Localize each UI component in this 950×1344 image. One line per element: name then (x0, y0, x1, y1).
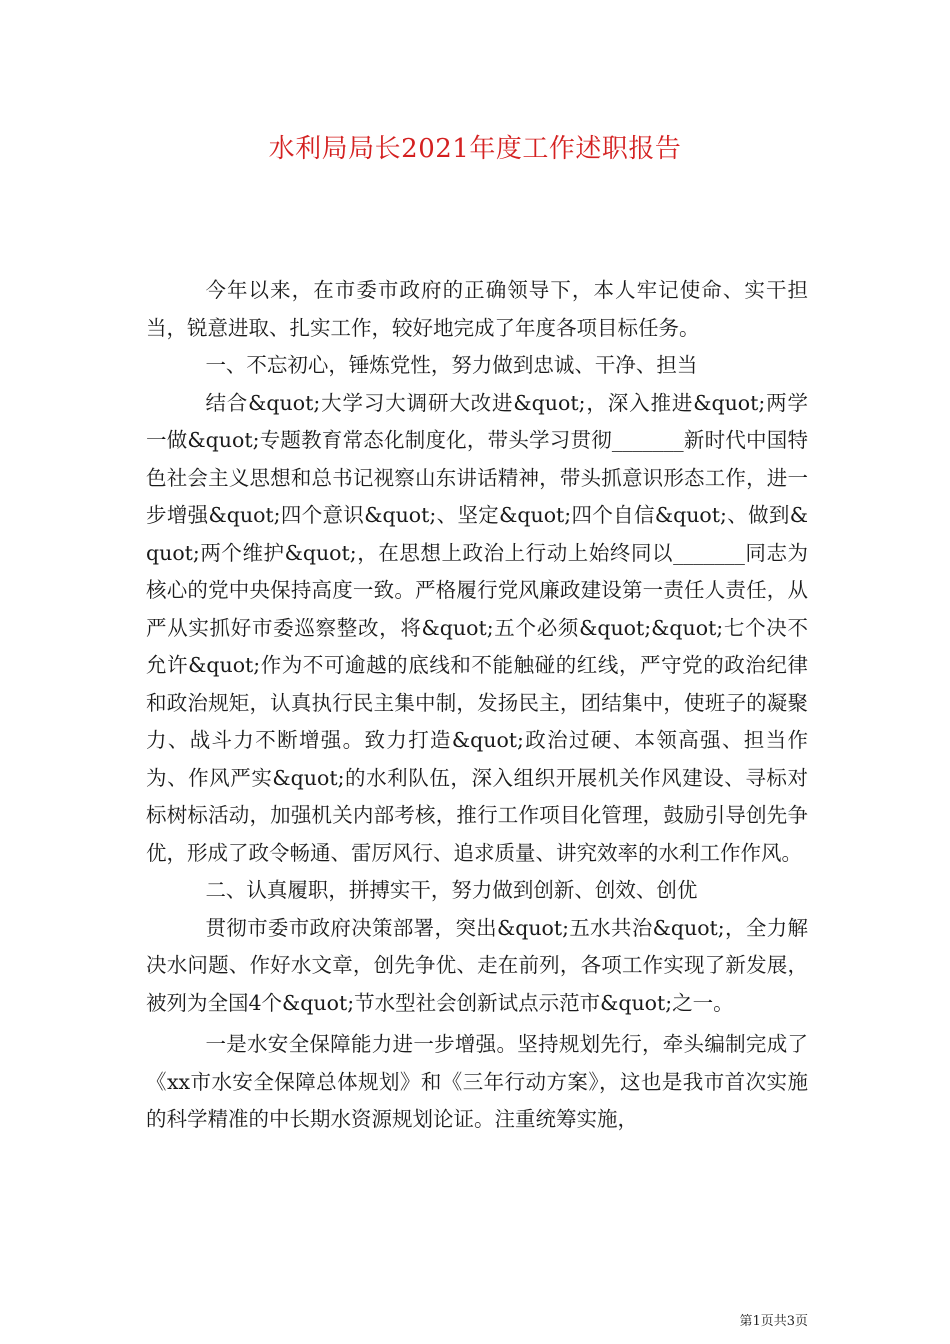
section-heading-2: 二、认真履职，拼搏实干，努力做到创新、创效、创优 (205, 878, 698, 902)
section-heading-1: 一、不忘初心，锤炼党性，努力做到忠诚、干净、担当 (205, 353, 698, 377)
document-body (146, 272, 808, 1139)
paragraph-section-1: 结合&quot;大学习大调研大改进&quot;，深入推进&quot;两学一做&quot;专题教育常态化制度化，带头学习贯彻_______新时代中国特色社会主义思想和总书记视察山东讲话精神，带头抓意识形态工作，进一步增强&quot;四个意识&quot;、坚定&quot;四个自信&quot;、做到&quot;两个维护&quot;，在思想上政治上行动上始终同以_______同志为核心的党中央保持高度一致。严格履行党风廉政建设第一责任人责任，从严从实抓好市委巡察整改，将&quot;五个必须&quot;&quot;七个决不允许&quot;作为不可逾越的底线和不能触碰的红线，严守党的政治纪律和政治规矩，认真执行民主集中制，发扬民主，团结集中，使班子的凝聚力、战斗力不断增强。致力打造&quot;政治过硬、本领高强、担当作为、作风严实&quot;的水利队伍，深入组织开展机关作风建设、寻标对标树标活动，加强机关内部考核，推行工作项目化管理，鼓励引导创先争优，形成了政令畅通、雷厉风行、追求质量、讲究效率的水利工作作风。 (146, 390, 808, 865)
page-number: 第1页共3页 (739, 1314, 808, 1329)
document-title: 水利局局长2021年度工作述职报告 (268, 134, 682, 164)
paragraph-intro: 今年以来，在市委市政府的正确领导下，本人牢记使命、实干担当，锐意进取、扎实工作，较好地完成了年度各项目标任务。 (146, 278, 808, 340)
paragraph-section-2: 贯彻市委市政府决策部署，突出&quot;五水共治&quot;，全力解决水问题、作好水文章，创先争优、走在前列，各项工作实现了新发展，被列为全国4个&quot;节水型社会创新试点示范市&quot;之一。 (146, 915, 808, 1015)
paragraph-item-1: 一是水安全保障能力进一步增强。坚持规划先行，牵头编制完成了《xx市水安全保障总体规划》和《三年行动方案》，这也是我市首次实施的科学精准的中长期水资源规划论证。注重统筹实施， (146, 1032, 808, 1131)
